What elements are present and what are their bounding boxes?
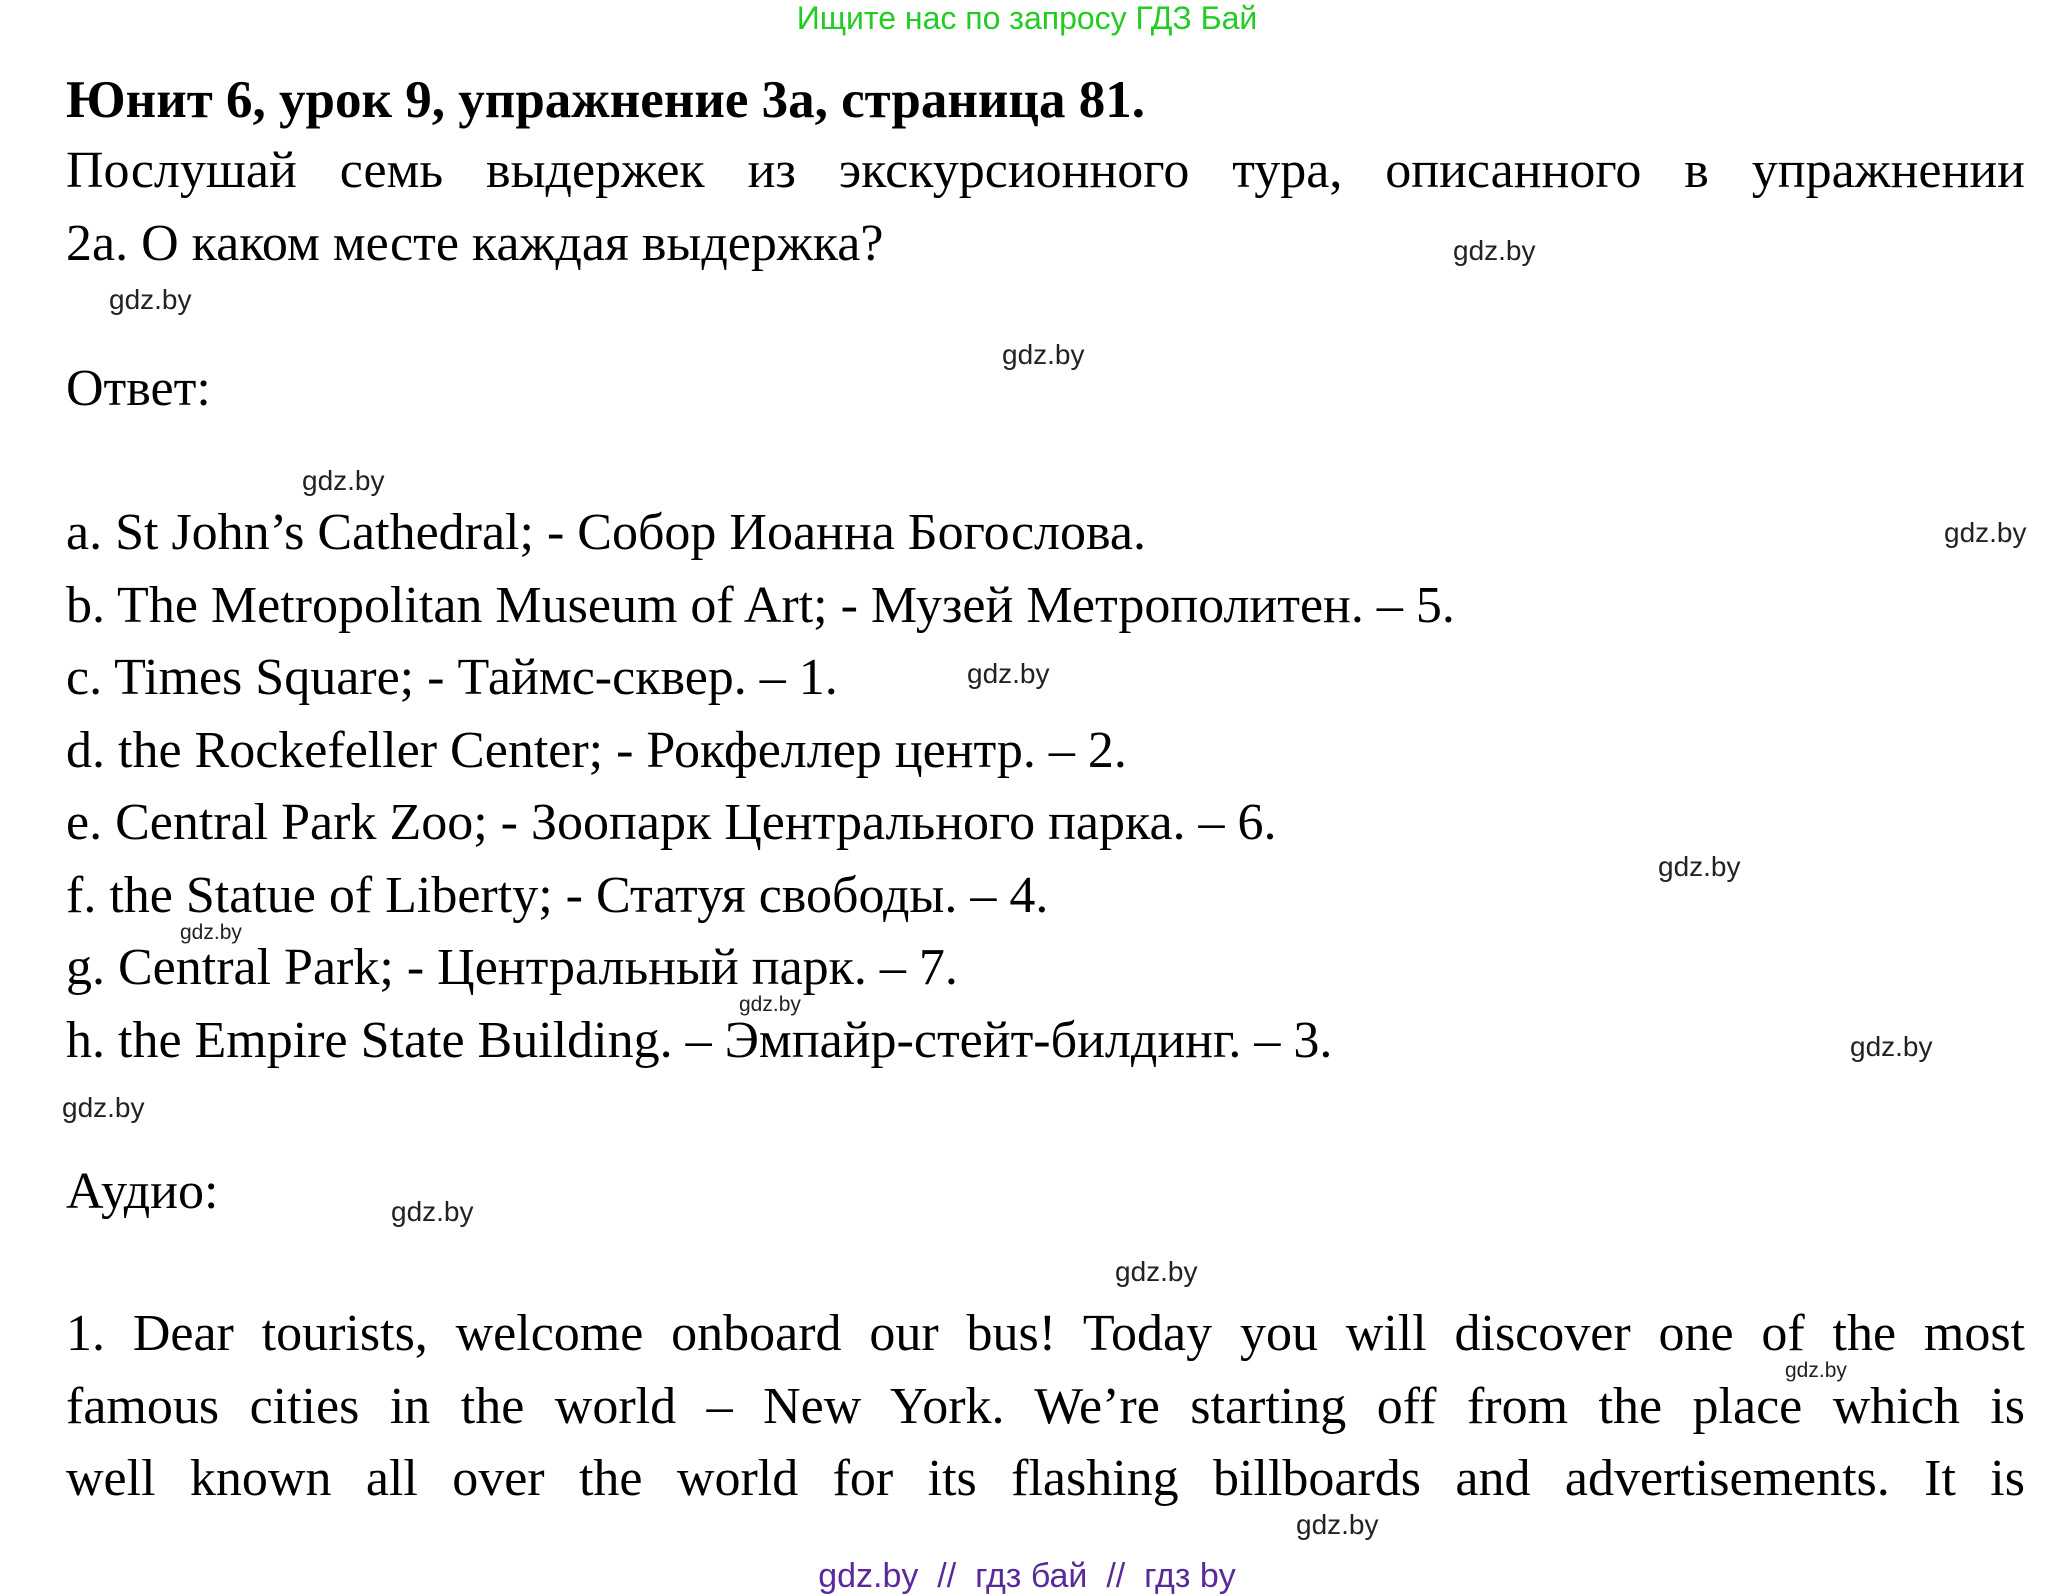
watermark: gdz.by — [62, 1092, 145, 1123]
watermark: gdz.by — [967, 658, 1050, 689]
watermark: gdz.by — [1296, 1509, 1379, 1540]
audio-line: 1. Dear tourists, welcome onboard our bus! Today you will discover one of the most — [66, 1305, 2025, 1362]
footer-links: gdz.by // гдз бай // гдз by — [818, 1557, 1236, 1595]
watermark: gdz.by — [180, 921, 242, 944]
answer-item: b. The Metropolitan Museum of Art; - Музей Метрополитен. – 5. — [66, 577, 1455, 634]
watermark: gdz.by — [1944, 517, 2027, 548]
watermark: gdz.by — [302, 465, 385, 496]
answer-item: f. the Statue of Liberty; - Статуя свободы. – 4. — [66, 867, 1049, 924]
search-banner: Ищите нас по запросу ГДЗ Бай — [796, 0, 1258, 36]
watermark: gdz.by — [1453, 235, 1536, 266]
watermark: gdz.by — [1002, 339, 1085, 370]
answer-item: e. Central Park Zoo; - Зоопарк Центрального парка. – 6. — [66, 794, 1277, 851]
task-line: Послушай семь выдержек из экскурсионного тура, описанного в упражнении — [66, 142, 2025, 199]
answer-item: c. Times Square; - Таймс-сквер. – 1. — [66, 649, 838, 706]
watermark: gdz.by — [1785, 1359, 1847, 1382]
watermark: gdz.by — [1850, 1031, 1933, 1062]
answer-item: h. the Empire State Building. – Эмпайр-стейт-билдинг. – 3. — [66, 1012, 1333, 1069]
watermark: gdz.by — [1115, 1256, 1198, 1287]
audio-line: well known all over the world for its flashing billboards and advertisements. It is — [66, 1450, 2025, 1507]
watermark: gdz.by — [391, 1196, 474, 1227]
answer-item: g. Central Park; - Центральный парк. – 7. — [66, 939, 958, 996]
watermark: gdz.by — [109, 284, 192, 315]
watermark: gdz.by — [1658, 851, 1741, 882]
task-line: 2a. О каком месте каждая выдержка? — [66, 215, 884, 272]
answer-item: d. the Rockefeller Center; - Рокфеллер центр. – 2. — [66, 722, 1127, 779]
watermark: gdz.by — [739, 993, 801, 1016]
audio-line: famous cities in the world – New York. We’re starting off from the place which is — [66, 1378, 2025, 1435]
audio-label: Аудио: — [66, 1163, 219, 1220]
page-title: Юнит 6, урок 9, упражнение 3a, страница 81. — [66, 71, 1145, 129]
answer-item: a. St John’s Cathedral; - Собор Иоанна Богослова. — [66, 504, 1146, 561]
answer-label: Ответ: — [66, 360, 211, 417]
